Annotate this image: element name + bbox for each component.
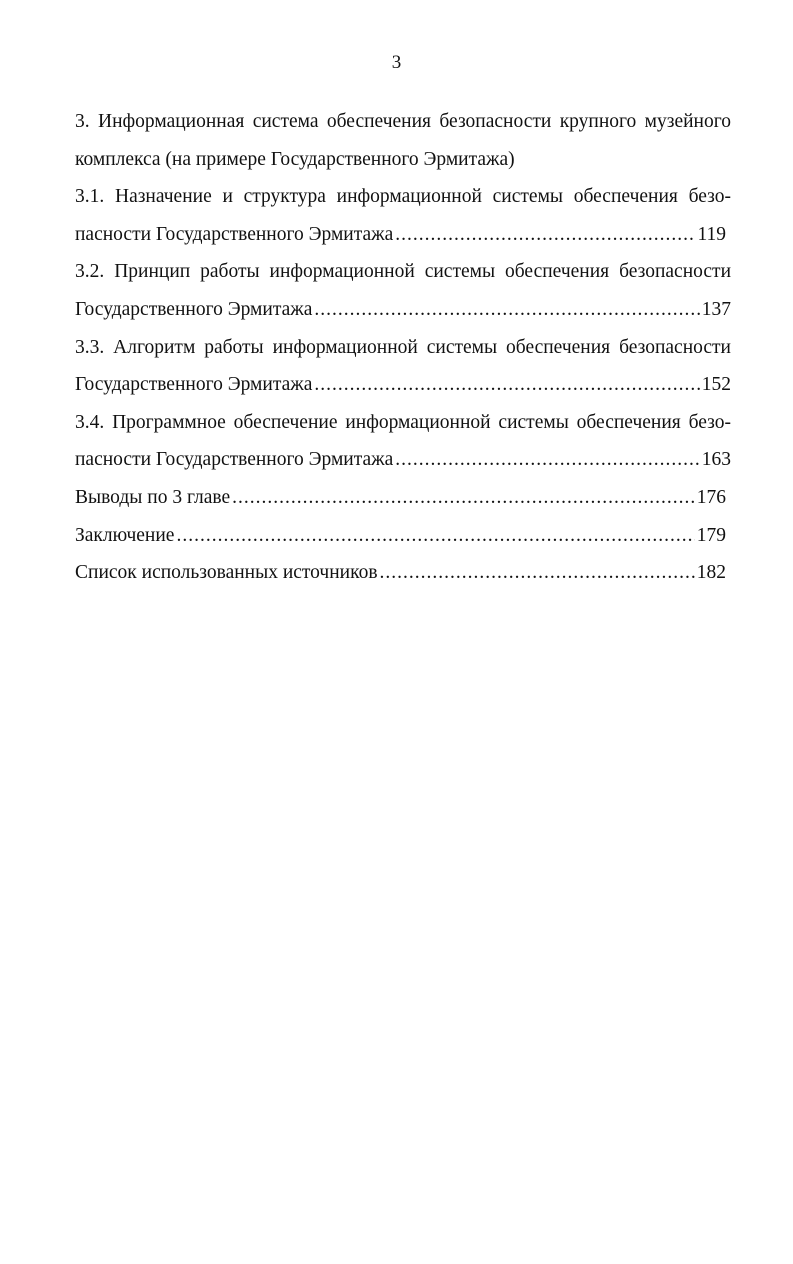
table-of-contents [75,103,731,592]
toc-section-3-2-text: Государственного Эрмитажа [75,298,313,320]
toc-section-3-4-page: 163 [701,449,731,471]
toc-section-3-2-line-2 [75,291,731,329]
dot-leader [395,441,699,479]
dot-leader [380,554,695,592]
toc-section-3-1-text: пасности Государственного Эрмитажа [75,223,394,245]
dot-leader [176,517,694,555]
toc-conclusions-chapter-3 [75,479,726,517]
toc-conclusion-page: 179 [696,524,726,546]
toc-references-page: 182 [696,562,726,584]
toc-section-3-1-line-2 [75,216,726,254]
dot-leader [395,216,695,254]
toc-section-3-1-page: 119 [697,223,726,245]
toc-section-3-4-text: пасности Государственного Эрмитажа [75,449,394,471]
dot-leader [232,479,695,517]
toc-section-3-3-text: Государственного Эрмитажа [75,374,313,396]
dot-leader [314,291,699,329]
toc-section-3-3-line-2 [75,366,731,404]
toc-references [75,554,726,592]
toc-section-3-3-page: 152 [701,374,731,396]
toc-conclusion-text: Заключение [75,524,175,546]
toc-chapter-3-title-line-2: комплекса (на примере Государственного Эрмитажа) [75,148,515,170]
toc-conclusions-chapter-3-text: Выводы по 3 главе [75,486,231,508]
toc-chapter-3-title-line-1: 3. Информационная система обеспечения безопасности крупного музейного [75,111,731,132]
toc-conclusions-chapter-3-page: 176 [696,486,726,508]
toc-section-3-3-line-1: 3.3. Алгоритм работы информационной системы обеспечения безопасности [75,336,731,358]
dot-leader [314,366,699,404]
toc-section-3-2-page: 137 [701,298,731,320]
toc-section-3-4-line-2 [75,441,731,479]
toc-section-3-4-line-1: 3.4. Программное обеспечение информационной системы обеспечения безо- [75,411,731,433]
toc-references-text: Список использованных источников [75,562,378,584]
page-number: 3 [391,52,402,73]
toc-section-3-2-line-1: 3.2. Принцип работы информационной системы обеспечения безопасности [75,261,731,283]
toc-section-3-1-line-1: 3.1. Назначение и структура информационной системы обеспечения безо- [75,186,731,208]
toc-conclusion [75,517,726,555]
